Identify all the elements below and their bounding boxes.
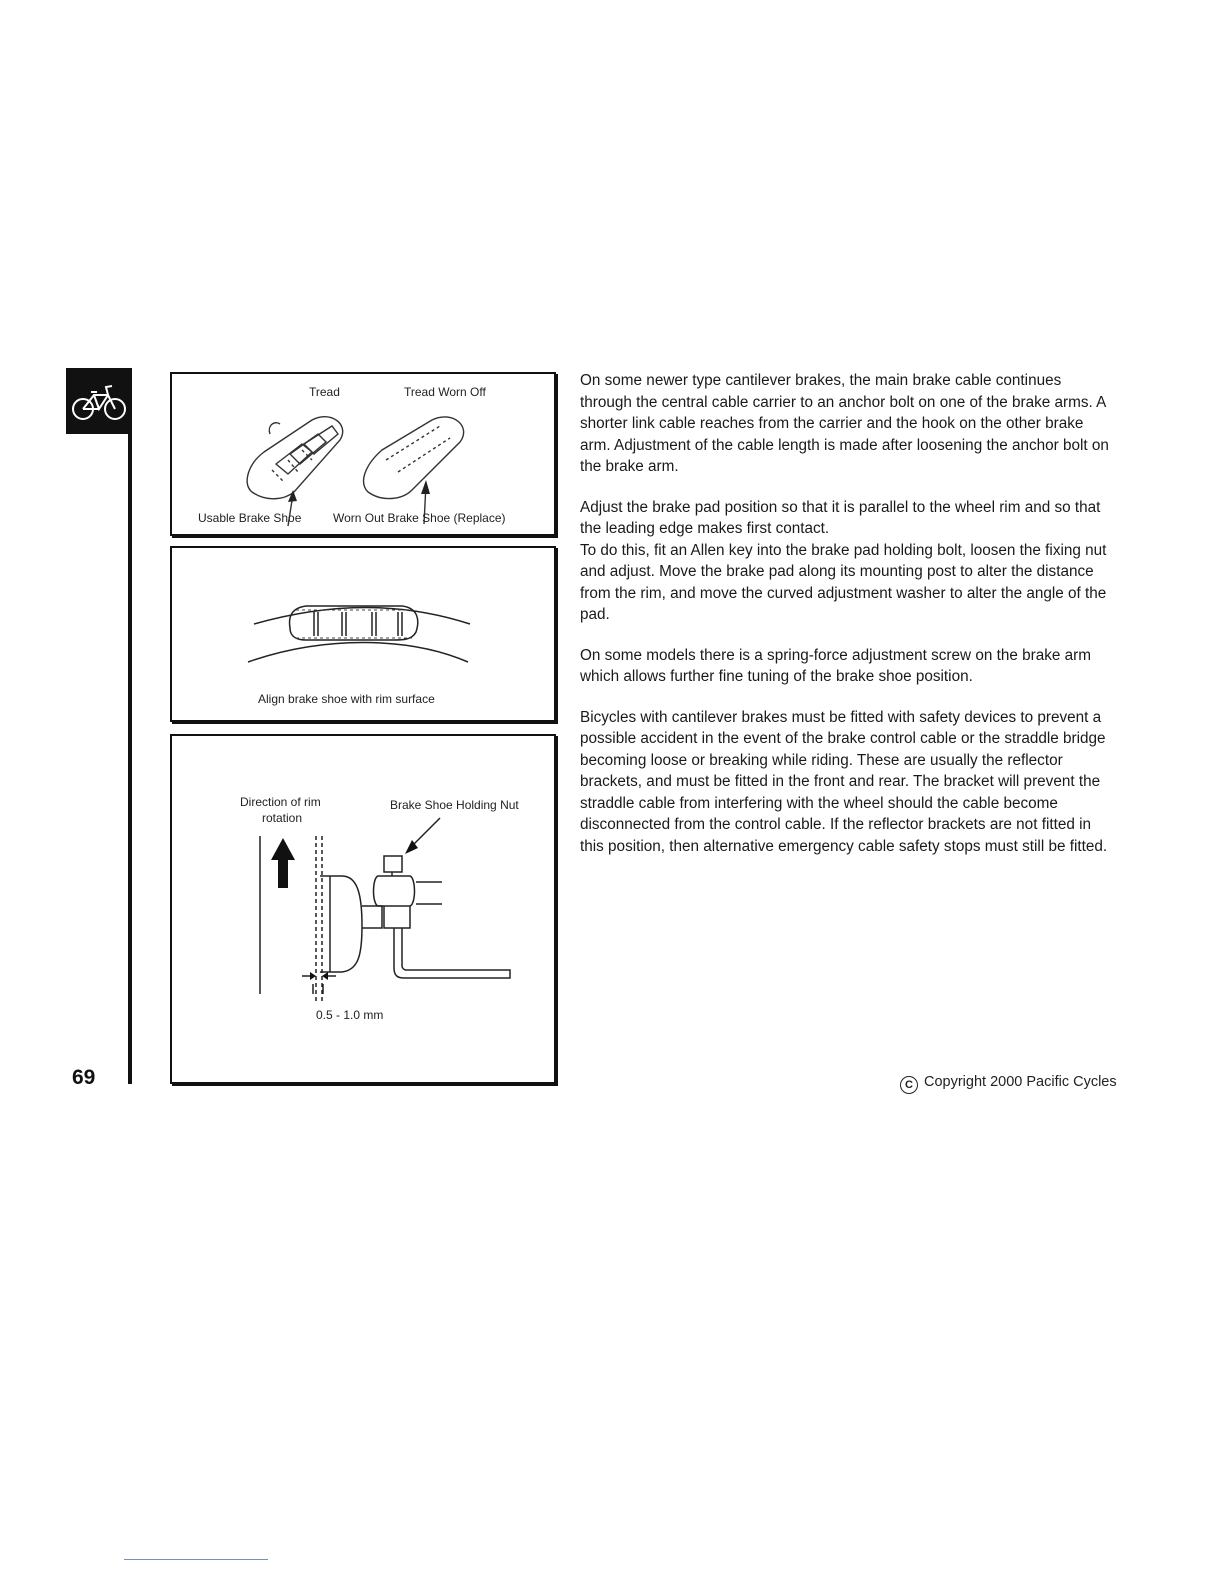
gap-measurement-label: 0.5 - 1.0 mm xyxy=(316,1008,384,1022)
brake-shoe-wear-figure xyxy=(170,372,556,536)
copyright-text: Copyright 2000 Pacific Cycles xyxy=(924,1074,1117,1090)
copyright-icon: C xyxy=(900,1076,918,1094)
rim-rotation-label-2: rotation xyxy=(262,811,303,825)
paragraph-spring-force: On some models there is a spring-force adjustment screw on the brake arm which allows further fine tuning of the brake shoe position. xyxy=(580,646,1091,685)
footer-line xyxy=(124,1559,268,1560)
paragraph-cable-carrier: On some newer type cantilever brakes, the main brake cable continues through the central cable carrier to an anchor bolt on one of the brake arms. A shorter link cable reaches from the carrier and the hook on the other brake arm. Adjustment of the cable length is made after loosening the anchor bolt on the brake arm. xyxy=(580,372,1109,475)
worn-out-brake-shoe-label: Worn Out Brake Shoe (Replace) xyxy=(333,511,506,525)
copyright-notice xyxy=(900,1074,1117,1094)
bicycle-icon xyxy=(66,368,132,434)
paragraph-safety-devices: Bicycles with cantilever brakes must be fitted with safety devices to prevent a possible accident in the event of the brake control cable or the straddle bridge becoming loose or breaking while riding. These are usually the reflector brackets, and must be fitted in the front and rear. The bracket will prevent the straddle cable from interfering with the wheel should the cable become disconnected from the control cable. If the reflector brackets are not fitted in this position, then alternative emergency cable safety stops must still be fitted. xyxy=(580,708,1108,855)
brake-shoe-illustration xyxy=(172,374,554,534)
usable-brake-shoe-label: Usable Brake Shoe xyxy=(198,511,302,525)
margin-rule xyxy=(128,368,132,1084)
holding-nut-figure xyxy=(170,734,556,1084)
body-text xyxy=(580,370,1115,876)
tread-label: Tread xyxy=(309,385,340,399)
rim-alignment-figure xyxy=(170,546,556,722)
holding-nut-label: Brake Shoe Holding Nut xyxy=(390,798,519,812)
rim-rotation-label-1: Direction of rim xyxy=(240,795,321,809)
align-caption: Align brake shoe with rim surface xyxy=(258,692,435,706)
tread-worn-off-label: Tread Worn Off xyxy=(404,385,486,399)
paragraph-pad-position: Adjust the brake pad position so that it is parallel to the wheel rim and so that the leading edge makes first contact. xyxy=(580,498,1101,537)
paragraph-pad-adjust: To do this, fit an Allen key into the brake pad holding bolt, loosen the fixing nut and adjust. Move the brake pad along its mounting post to alter the distance from the rim, and move the curved adjustment washer to alter the angle of the pad. xyxy=(580,541,1107,623)
page-number: 69 xyxy=(72,1066,96,1089)
holding-nut-illustration xyxy=(172,736,554,1082)
